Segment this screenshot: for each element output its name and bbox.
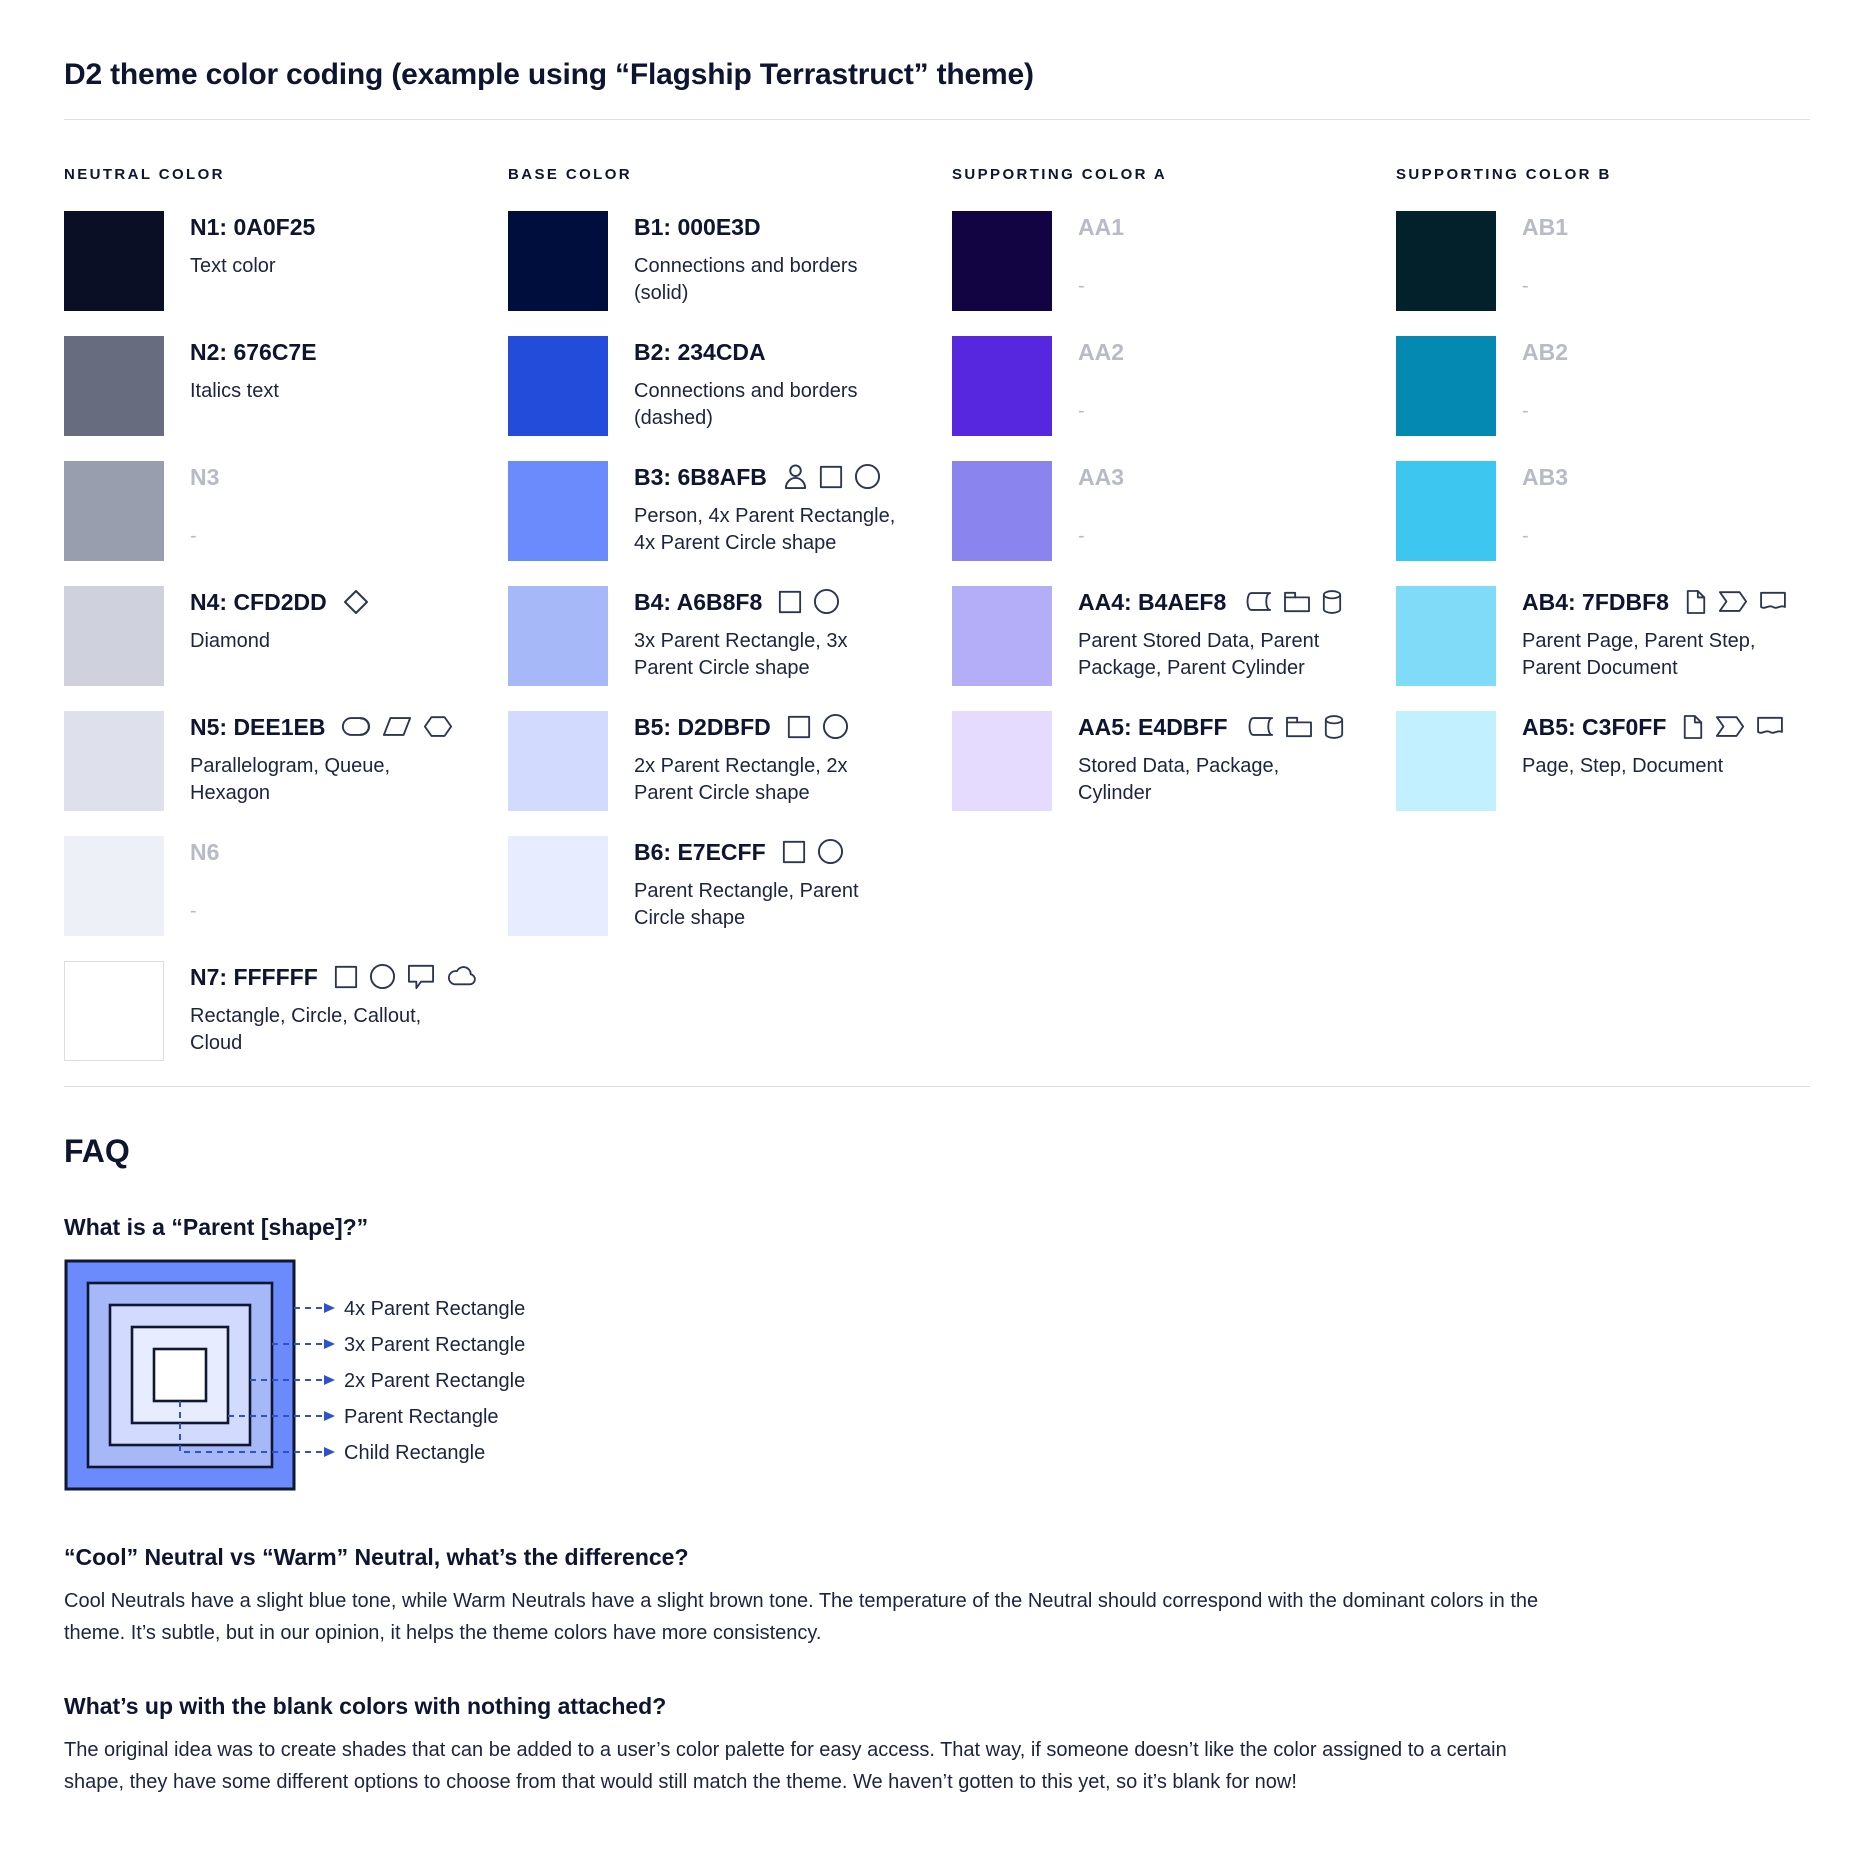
shape-icons bbox=[1242, 589, 1342, 615]
color-code-label: N5: DEE1EB bbox=[190, 713, 326, 740]
color-swatch bbox=[1396, 711, 1496, 811]
palette-item bbox=[508, 836, 922, 961]
faq-section bbox=[64, 1133, 1810, 1798]
color-code-label: AB5: C3F0FF bbox=[1522, 713, 1667, 740]
palette-item bbox=[1396, 711, 1810, 836]
circle-icon bbox=[813, 588, 840, 615]
palette-column bbox=[64, 120, 478, 1086]
palette-item bbox=[64, 961, 478, 1086]
circle-icon bbox=[369, 963, 396, 990]
color-swatch bbox=[952, 711, 1052, 811]
nested-square-child bbox=[154, 1349, 206, 1401]
palette-item bbox=[1396, 461, 1810, 586]
palette-item bbox=[952, 586, 1366, 711]
package-icon bbox=[1283, 590, 1311, 614]
color-usage-description: Text color bbox=[190, 254, 276, 277]
palette-item bbox=[1396, 211, 1810, 336]
shape-icons bbox=[778, 588, 840, 615]
faq-question-blank-colors: What’s up with the blank colors with nothing attached? bbox=[64, 1692, 667, 1719]
document-icon bbox=[1759, 591, 1787, 613]
cylinder-icon bbox=[1324, 714, 1344, 740]
color-usage-description: - bbox=[1522, 524, 1529, 547]
diagram-label: Child Rectangle bbox=[344, 1441, 486, 1464]
faq-answer-blank-colors: The original idea was to create shades that can be added to a user’s color palette for easy access. That way, if someone doesn’t like the color assigned to a certain shape, they have some different options to choose from that would still match the theme. We haven’t gotten to this yet, so it’s blank for now! bbox=[64, 1738, 1507, 1793]
color-swatch bbox=[64, 586, 164, 686]
color-code-label: AB2 bbox=[1522, 338, 1569, 365]
color-swatch bbox=[952, 461, 1052, 561]
color-usage-description: 3x Parent Rectangle, 3x Parent Circle shape bbox=[634, 629, 848, 679]
palette-item bbox=[952, 711, 1366, 836]
color-swatch bbox=[508, 211, 608, 311]
color-code-label: N4: CFD2DD bbox=[190, 588, 327, 615]
color-swatch bbox=[508, 586, 608, 686]
color-code-label: B2: 234CDA bbox=[634, 338, 766, 365]
rectangle-icon bbox=[819, 465, 843, 489]
faq-question-parent-shape: What is a “Parent [shape]?” bbox=[64, 1213, 369, 1240]
color-swatch bbox=[64, 211, 164, 311]
package-icon bbox=[1285, 715, 1313, 739]
diagram-label: Parent Rectangle bbox=[344, 1405, 499, 1428]
color-usage-description: - bbox=[1078, 524, 1085, 547]
shape-icons bbox=[343, 589, 369, 615]
diagram-label: 3x Parent Rectangle bbox=[344, 1333, 526, 1356]
circle-icon bbox=[817, 838, 844, 865]
color-usage-description: Diamond bbox=[190, 629, 271, 652]
palette-item bbox=[64, 711, 478, 836]
color-usage-description: Rectangle, Circle, Callout, Cloud bbox=[190, 1004, 422, 1054]
shape-icons bbox=[334, 963, 477, 990]
page-icon bbox=[1682, 714, 1704, 740]
color-code-label: AB1 bbox=[1522, 213, 1569, 240]
color-swatch bbox=[508, 461, 608, 561]
palette-item bbox=[64, 336, 478, 461]
color-swatch bbox=[952, 586, 1052, 686]
color-usage-description: Parent Stored Data, Parent Package, Parent Cylinder bbox=[1078, 629, 1320, 679]
color-usage-description: Page, Step, Document bbox=[1522, 754, 1724, 777]
color-swatch bbox=[1396, 336, 1496, 436]
palette-item bbox=[952, 461, 1366, 586]
parallelogram-icon bbox=[382, 715, 412, 738]
diagram-label: 2x Parent Rectangle bbox=[344, 1369, 526, 1392]
stored-data-icon bbox=[1244, 715, 1274, 738]
color-swatch bbox=[508, 336, 608, 436]
shape-icons bbox=[1685, 589, 1787, 615]
person-icon bbox=[783, 463, 808, 490]
color-swatch bbox=[1396, 211, 1496, 311]
color-swatch bbox=[952, 211, 1052, 311]
color-code-label: AA5: E4DBFF bbox=[1078, 713, 1228, 740]
palette-item bbox=[508, 211, 922, 336]
shape-icons bbox=[783, 463, 881, 490]
color-code-label: B4: A6B8F8 bbox=[634, 588, 763, 615]
color-swatch bbox=[64, 836, 164, 936]
palette-item bbox=[64, 211, 478, 336]
color-code-label: N2: 676C7E bbox=[190, 338, 317, 365]
section-divider bbox=[64, 1086, 1810, 1087]
color-code-label: AA1 bbox=[1078, 213, 1125, 240]
parent-shape-diagram bbox=[64, 1259, 624, 1495]
color-code-label: N1: 0A0F25 bbox=[190, 213, 316, 240]
color-usage-description: - bbox=[190, 524, 197, 547]
color-code-label: B1: 000E3D bbox=[634, 213, 761, 240]
color-code-label: AA4: B4AEF8 bbox=[1078, 588, 1227, 615]
callout-icon bbox=[407, 964, 435, 990]
hexagon-icon bbox=[423, 715, 453, 738]
step-icon bbox=[1715, 715, 1745, 738]
diamond-icon bbox=[343, 589, 369, 615]
arrowheads bbox=[324, 1303, 335, 1457]
color-usage-description: - bbox=[1522, 399, 1529, 422]
cloud-icon bbox=[446, 966, 477, 988]
circle-icon bbox=[854, 463, 881, 490]
faq-question-cool-warm: “Cool” Neutral vs “Warm” Neutral, what’s the difference? bbox=[64, 1543, 689, 1570]
palette-item bbox=[64, 461, 478, 586]
stored-data-icon bbox=[1242, 590, 1272, 613]
color-swatch bbox=[64, 961, 164, 1061]
rectangle-icon bbox=[334, 965, 358, 989]
color-swatch bbox=[952, 336, 1052, 436]
color-swatch bbox=[64, 336, 164, 436]
color-usage-description: - bbox=[1078, 274, 1085, 297]
column-header: SUPPORTING COLOR A bbox=[952, 165, 1168, 183]
color-code-label: B5: D2DBFD bbox=[634, 713, 771, 740]
color-swatch bbox=[64, 711, 164, 811]
queue-icon bbox=[341, 715, 371, 738]
palette-item bbox=[508, 461, 922, 586]
color-swatch bbox=[1396, 586, 1496, 686]
palette-item bbox=[508, 711, 922, 836]
color-usage-description: Connections and borders (dashed) bbox=[634, 379, 858, 429]
color-code-label: AB3 bbox=[1522, 463, 1569, 490]
palette-column bbox=[1396, 120, 1810, 1086]
color-usage-description: Parent Page, Parent Step, Parent Document bbox=[1522, 629, 1756, 679]
rectangle-icon bbox=[778, 590, 802, 614]
faq-title: FAQ bbox=[64, 1132, 130, 1169]
color-code-label: B3: 6B8AFB bbox=[634, 463, 767, 490]
color-code-label: AA3 bbox=[1078, 463, 1125, 490]
shape-icons bbox=[782, 838, 844, 865]
column-header: NEUTRAL COLOR bbox=[64, 165, 225, 183]
color-code-label: N7: FFFFFF bbox=[190, 963, 318, 990]
color-code-label: B6: E7ECFF bbox=[634, 838, 766, 865]
column-header: SUPPORTING COLOR B bbox=[1396, 165, 1612, 183]
faq-answer-cool-warm: Cool Neutrals have a slight blue tone, while Warm Neutrals have a slight brown tone. The temperature of the Neutral should correspond with the dominant colors in the theme. It’s subtle, but in our opinion, it helps the theme colors have more consistency. bbox=[64, 1589, 1539, 1644]
palette-item bbox=[64, 586, 478, 711]
page-title: D2 theme color coding (example using “Flagship Terrastruct” theme) bbox=[64, 58, 1034, 91]
color-code-label: AA2 bbox=[1078, 338, 1125, 365]
color-usage-description: Person, 4x Parent Rectangle, 4x Parent Circle shape bbox=[634, 504, 896, 554]
color-swatch bbox=[64, 461, 164, 561]
palette-column bbox=[508, 120, 922, 1086]
cylinder-icon bbox=[1322, 589, 1342, 615]
shape-icons bbox=[1682, 714, 1784, 740]
color-usage-description: - bbox=[1078, 399, 1085, 422]
color-swatch bbox=[508, 836, 608, 936]
rectangle-icon bbox=[787, 715, 811, 739]
color-usage-description: Italics text bbox=[190, 379, 279, 402]
color-swatch bbox=[508, 711, 608, 811]
color-code-label: AB4: 7FDBF8 bbox=[1522, 588, 1669, 615]
color-usage-description: 2x Parent Rectangle, 2x Parent Circle shape bbox=[634, 754, 848, 804]
palette-item bbox=[64, 836, 478, 961]
shape-icons bbox=[1244, 714, 1344, 740]
document-icon bbox=[1756, 716, 1784, 738]
column-header: BASE COLOR bbox=[508, 165, 633, 183]
palette-item bbox=[508, 586, 922, 711]
palette-item bbox=[1396, 586, 1810, 711]
palette-item bbox=[952, 211, 1366, 336]
shape-icons bbox=[341, 715, 453, 738]
page-icon bbox=[1685, 589, 1707, 615]
rectangle-icon bbox=[782, 840, 806, 864]
color-usage-description: Parent Rectangle, Parent Circle shape bbox=[634, 879, 859, 929]
shape-icons bbox=[787, 713, 849, 740]
color-usage-description: - bbox=[1522, 274, 1529, 297]
color-usage-description: Stored Data, Package, Cylinder bbox=[1078, 754, 1280, 804]
step-icon bbox=[1718, 590, 1748, 613]
diagram-label: 4x Parent Rectangle bbox=[344, 1297, 526, 1320]
color-swatch bbox=[1396, 461, 1496, 561]
palette-item bbox=[508, 336, 922, 461]
palette-item bbox=[1396, 336, 1810, 461]
palette-item bbox=[952, 336, 1366, 461]
palette-column bbox=[952, 120, 1366, 1086]
color-usage-description: - bbox=[190, 899, 197, 922]
color-code-label: N6 bbox=[190, 838, 220, 865]
color-usage-description: Connections and borders (solid) bbox=[634, 254, 858, 304]
circle-icon bbox=[822, 713, 849, 740]
color-usage-description: Parallelogram, Queue, Hexagon bbox=[190, 754, 391, 804]
color-code-label: N3 bbox=[190, 463, 220, 490]
palette-grid bbox=[64, 120, 1810, 1086]
